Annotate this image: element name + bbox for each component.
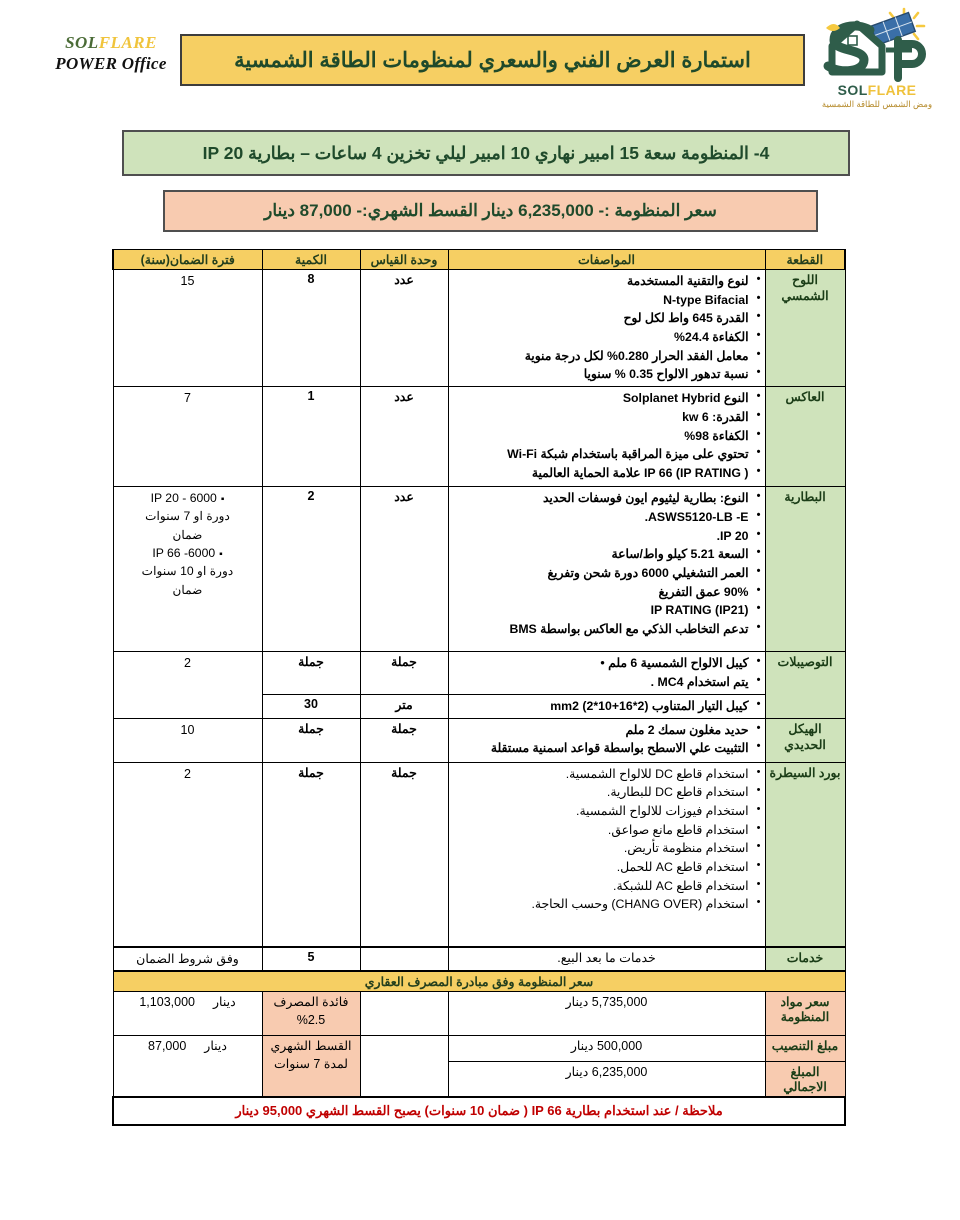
row-specifications [448,762,765,947]
pricing-amount-number: 87,000 [148,1039,187,1054]
spec-item: • الكفاءة 98% [453,427,761,446]
pricing-amount-number: 1,103,000 [139,995,195,1010]
spec-item: • استخدام قاطع AC للشبكة. [453,877,761,896]
spec-item: • استخدام قاطع AC للحمل. [453,858,761,877]
square-bullet-icon [215,546,223,560]
services-text: خدمات ما بعد البيع. [448,947,765,971]
spec-item: • كيبل التيار المتناوب (2*16+10*2) mm2 [453,697,761,716]
pricing-amount [113,992,262,1036]
spec-item: • تدعم التخاطب الذكي مع العاكس بواسطة BMS [453,620,761,639]
row-warranty: 2 [113,762,262,947]
row-quantity: جملة [262,652,360,694]
spec-bullet-list [453,489,761,639]
table-row [113,718,845,762]
table-row [113,387,845,487]
spec-item: • تحتوي على ميزة المراقبة باستخدام شبكة Wi-Fi [453,445,761,464]
pricing-value: 6,235,000 دينار [448,1062,765,1098]
system-title-banner [122,130,850,176]
services-quantity: 5 [262,947,360,971]
spec-item: • القدرة: 6 kw [453,408,761,427]
pricing-amount-currency: دينار [204,1039,227,1054]
square-bullet-icon [217,491,225,505]
row-warranty: 2 [113,652,262,718]
pricing-title-row [113,971,845,992]
row-specifications [448,652,765,694]
column-header-quantity: الكمية [262,250,360,270]
pricing-value: 5,735,000 دينار [448,992,765,1036]
spec-item: • القدرة 645 واط لكل لوح [453,309,761,328]
warranty-item: ضمان [172,527,203,542]
spec-bullet-list [453,721,761,758]
spec-item: • لنوع والتقنية المستخدمة [453,272,761,291]
spec-item: • استخدام فيوزات للالواح الشمسية. [453,802,761,821]
column-header-warranty: فترة الضمان(سنة) [113,250,262,270]
spec-bullet-list [453,697,761,716]
column-header-part: القطعة [765,250,845,270]
pricing-row [113,992,845,1036]
table-header-row [113,250,845,270]
row-warranty: 10 [113,718,262,762]
pricing-label: المبلغ الاجمالي [765,1062,845,1098]
logo-arabic-tagline: ومض الشمس للطاقة الشمسية [821,99,933,109]
pricing-note: القسط الشهري لمدة 7 سنوات [262,1036,360,1098]
house-s-monogram-icon [828,24,882,72]
spec-item: • ASWS5120-LB -E. [453,508,761,527]
row-quantity: 1 [262,387,360,487]
document-title-banner [180,34,805,86]
brand-name-sol: SOL [65,33,99,52]
row-warranty: 7 [113,387,262,487]
pricing-label: سعر مواد المنظومة [765,992,845,1036]
pricing-amount [113,1036,262,1098]
spec-item: • العمر التشغيلي 6000 دورة شحن وتفريغ [453,564,761,583]
spec-item: • النوع: بطارية ليثيوم ايون فوسفات الحديد [453,489,761,508]
row-part-name: البطارية [765,487,845,652]
table-row [113,487,845,652]
row-quantity: جملة [262,762,360,947]
row-unit: جملة [360,762,448,947]
spec-item: • استخدام (CHANG OVER) وحسب الحاجة. [453,895,761,914]
spec-item: • N-type Bifacial [453,291,761,310]
row-part-name: الهيكل الحديدي [765,718,845,762]
spec-item: • استخدام قاطع DC للبطارية. [453,783,761,802]
spec-item: • IP 66 (IP RATING ) علامة الحماية العالمية [453,464,761,483]
warranty-item [118,489,258,507]
spec-item: • استخدام قاطع مانع صواعق. [453,821,761,840]
warranty-item-text: IP 66 -6000 [152,546,216,561]
page-title: استمارة العرض الفني والسعري لمنظومات الطاقة الشمسية [234,48,751,72]
row-warranty: 15 [113,270,262,387]
row-warranty [113,487,262,652]
row-unit: جملة [360,652,448,694]
spec-item: • معامل الفقد الحرار 0.280% لكل درجة منوية [453,347,761,366]
row-quantity: 30 [262,694,360,718]
table-body [113,270,845,1126]
services-row [113,947,845,971]
row-unit: متر [360,694,448,718]
logo-word-sol: SOL [837,82,868,98]
pricing-spacer [360,1036,448,1098]
spec-bullet-list [453,272,761,384]
row-part-name: التوصيبلات [765,652,845,718]
specification-table-container [114,249,846,1126]
pricing-note: فائدة المصرف 2.5% [262,992,360,1036]
price-summary-banner [163,190,818,232]
spec-item: • حديد مغلون سمك 2 ملم [453,721,761,740]
spec-item: • النوع Solplanet Hybrid [453,389,761,408]
table-row [113,270,845,387]
pricing-row [113,1036,845,1062]
column-header-specs: المواصفات [448,250,765,270]
spec-item: • يتم استخدام MC4 . [453,673,761,692]
row-specifications [448,270,765,387]
brand-name-flare: FLARE [98,33,157,52]
spec-item: • IP RATING (IP21) [453,601,761,620]
table-row [113,762,845,947]
spec-item: • استخدام منظومة تأريض. [453,839,761,858]
spec-item: • نسبة تدهور الالواح 0.35 % سنويا [453,365,761,384]
spec-bullet-list [453,389,761,482]
final-note-row [113,1097,845,1125]
row-quantity: جملة [262,718,360,762]
pricing-title-text: سعر المنظومة وفق مبادرة المصرف العقاري [113,971,845,992]
row-part-name: اللوح الشمسي [765,270,845,387]
warranty-item: ضمان [172,582,203,597]
system-title-text: 4- المنظومة سعة 15 امبير نهاري 10 امبير ليلي تخزين 4 ساعات – بطارية IP 20 [202,142,770,163]
row-part-name: بورد السيطرة [765,762,845,947]
warranty-item [118,544,258,562]
document-header [0,0,960,120]
column-header-unit: وحدة القياس [360,250,448,270]
pricing-amount-currency: دينار [212,995,236,1010]
row-specifications [448,387,765,487]
pricing-label: مبلغ التنصيب [765,1036,845,1062]
spec-bullet-list [453,654,761,691]
services-warranty: وفق شروط الضمان [113,947,262,971]
spec-item: • IP 20. [453,527,761,546]
solflare-logo-icon [812,6,942,84]
pricing-spacer [360,992,448,1036]
brand-name [26,32,196,53]
table-header [113,250,845,270]
logo-wordmark [812,82,942,98]
warranty-item: دورة او 7 سنوات [145,509,230,524]
row-quantity: 8 [262,270,360,387]
row-part-name: العاكس [765,387,845,487]
spec-item: • 90% عمق التفريغ [453,583,761,602]
logo-word-flare: FLARE [867,82,917,98]
row-unit: عدد [360,487,448,652]
table-row [113,652,845,694]
row-specifications [448,487,765,652]
services-unit [360,947,448,971]
warranty-item-text: IP 20 - 6000 [150,491,217,506]
spec-item: • الكفاءة 24.4% [453,328,761,347]
spec-bullet-list [453,765,761,915]
row-unit: جملة [360,718,448,762]
brand-subtitle: POWER Office [55,54,167,74]
warranty-list [118,489,258,599]
brand-text-block [26,32,196,75]
specification-table [112,249,846,1126]
spec-item: • التثبيت علي الاسطح بواسطة قواعد اسمنية مستقلة [453,739,761,758]
row-quantity: 2 [262,487,360,652]
letter-p-icon [886,40,922,78]
pricing-value: 500,000 دينار [448,1036,765,1062]
row-unit: عدد [360,270,448,387]
row-specifications [448,694,765,718]
final-note-text: ملاحظة / عند استخدام بطارية IP 66 ( ضمان 10 سنوات) يصبح القسط الشهري 95,000 دينار [113,1097,845,1125]
price-summary-text: سعر المنظومة :- 6,235,000 دينار القسط الشهري:- 87,000 دينار [264,201,717,220]
spec-item: • كيبل الالواح الشمسية 6 ملم • [453,654,761,673]
company-logo [812,6,942,114]
spec-item: • السعة 5.21 كيلو واط/ساعة [453,545,761,564]
warranty-item: دورة او 10 سنوات [141,564,234,579]
row-unit: عدد [360,387,448,487]
row-specifications [448,718,765,762]
spec-item: • استخدام قاطع DC للالواح الشمسية. [453,765,761,784]
services-label: خدمات [765,947,845,971]
